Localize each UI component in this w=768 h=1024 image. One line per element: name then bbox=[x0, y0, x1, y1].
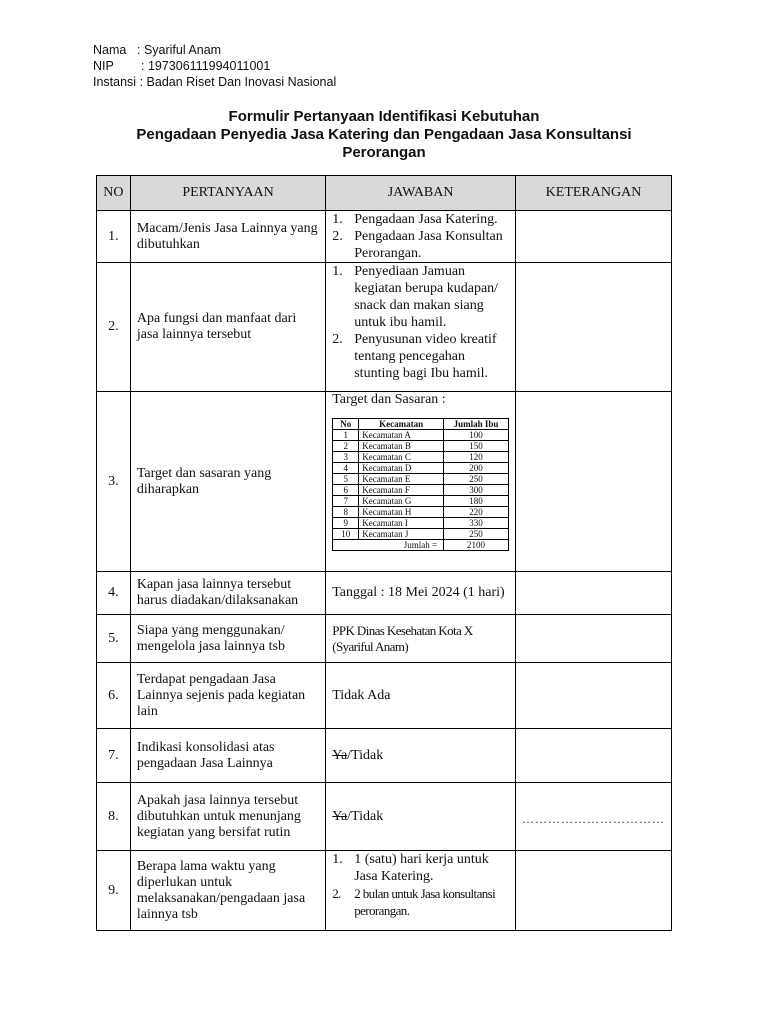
nama-value: : Syariful Anam bbox=[137, 43, 222, 57]
row-number: 1. bbox=[97, 211, 131, 263]
row-answer bbox=[326, 783, 516, 851]
answer-item: Pengadaan Jasa Konsultan Perorangan. bbox=[354, 229, 503, 261]
nama-label: Nama bbox=[93, 43, 127, 57]
target-cell: Kecamatan E bbox=[359, 474, 444, 485]
target-cell: 330 bbox=[444, 518, 509, 529]
target-total-label: Jumlah = bbox=[333, 540, 444, 551]
target-header-kecamatan: Kecamatan bbox=[359, 419, 444, 430]
target-cell: Kecamatan A bbox=[359, 430, 444, 441]
row-note bbox=[515, 615, 671, 663]
target-cell: 220 bbox=[444, 507, 509, 518]
header-no: NO bbox=[97, 176, 131, 211]
answer-item: 1 (satu) hari kerja untuk Jasa Katering. bbox=[354, 852, 489, 884]
answer-rest: /Tidak bbox=[347, 747, 384, 763]
row-answer bbox=[326, 851, 516, 931]
target-cell: Kecamatan I bbox=[359, 518, 444, 529]
row-answer: Tidak Ada bbox=[326, 663, 516, 729]
table-row bbox=[97, 392, 672, 572]
table-row bbox=[97, 783, 672, 851]
instansi-label: Instansi bbox=[93, 75, 137, 89]
header-keterangan: KETERANGAN bbox=[515, 176, 671, 211]
row-question: Terdapat pengadaan Jasa Lainnya sejenis pada kegiatan lain bbox=[130, 663, 325, 729]
target-row bbox=[333, 496, 509, 507]
answer-item: Penyediaan Jamuan kegiatan berupa kudapan/ snack dan makan siang untuk ibu hamil. bbox=[354, 264, 499, 330]
target-row bbox=[333, 463, 509, 474]
target-cell: Kecamatan G bbox=[359, 496, 444, 507]
target-cell: 4 bbox=[333, 463, 359, 474]
row-number: 2. bbox=[97, 263, 131, 392]
row-number: 9. bbox=[97, 851, 131, 931]
questions-table bbox=[96, 175, 672, 931]
row-note bbox=[515, 211, 671, 263]
table-row bbox=[97, 615, 672, 663]
row-question: Kapan jasa lainnya tersebut harus diadakan/dilaksanakan bbox=[130, 572, 325, 615]
row-question: Siapa yang menggunakan/ mengelola jasa lainnya tsb bbox=[130, 615, 325, 663]
target-cell: Kecamatan J bbox=[359, 529, 444, 540]
row-note bbox=[515, 729, 671, 783]
target-cell: 100 bbox=[444, 430, 509, 441]
row-number: 6. bbox=[97, 663, 131, 729]
row-note bbox=[515, 572, 671, 615]
table-row bbox=[97, 572, 672, 615]
target-row bbox=[333, 507, 509, 518]
target-row bbox=[333, 441, 509, 452]
target-cell: 150 bbox=[444, 441, 509, 452]
row-answer: Tanggal : 18 Mei 2024 (1 hari) bbox=[326, 572, 516, 615]
target-row bbox=[333, 485, 509, 496]
target-total-value: 2100 bbox=[444, 540, 509, 551]
target-cell: Kecamatan F bbox=[359, 485, 444, 496]
row-note bbox=[515, 392, 671, 572]
target-row bbox=[333, 430, 509, 441]
answer-struck: Ya bbox=[332, 747, 348, 763]
document-title bbox=[96, 108, 672, 162]
row-note bbox=[515, 663, 671, 729]
target-cell: 1 bbox=[333, 430, 359, 441]
target-cell: 200 bbox=[444, 463, 509, 474]
instansi-value: : Badan Riset Dan Inovasi Nasional bbox=[139, 75, 337, 89]
target-row bbox=[333, 474, 509, 485]
header-pertanyaan: PERTANYAAN bbox=[130, 176, 325, 211]
table-row bbox=[97, 729, 672, 783]
answer-item: 2 bulan untuk Jasa konsultansi perorangan. bbox=[354, 886, 496, 918]
target-cell: Kecamatan D bbox=[359, 463, 444, 474]
target-cell: Kecamatan B bbox=[359, 441, 444, 452]
target-cell: 10 bbox=[333, 529, 359, 540]
target-cell: 6 bbox=[333, 485, 359, 496]
target-cell: 180 bbox=[444, 496, 509, 507]
row-answer: PPK Dinas Kesehatan Kota X (Syariful Anam) bbox=[326, 615, 516, 663]
row-number: 7. bbox=[97, 729, 131, 783]
answer-struck: Ya bbox=[332, 808, 348, 824]
table-row bbox=[97, 263, 672, 392]
target-cell: 2 bbox=[333, 441, 359, 452]
answer-rest: /Tidak bbox=[347, 808, 384, 824]
row-question: Indikasi konsolidasi atas pengadaan Jasa Lainnya bbox=[130, 729, 325, 783]
row-number: 4. bbox=[97, 572, 131, 615]
table-header-row bbox=[97, 176, 672, 211]
nip-label: NIP bbox=[93, 59, 114, 73]
row-number: 5. bbox=[97, 615, 131, 663]
row-question: Macam/Jenis Jasa Lainnya yang dibutuhkan bbox=[130, 211, 325, 263]
target-cell: 3 bbox=[333, 452, 359, 463]
table-row bbox=[97, 211, 672, 263]
target-cell: 7 bbox=[333, 496, 359, 507]
table-row bbox=[97, 663, 672, 729]
target-header-no: No bbox=[333, 419, 359, 430]
target-row bbox=[333, 518, 509, 529]
nip-value: : 197306111994011001 bbox=[141, 59, 271, 73]
header-instansi bbox=[93, 74, 336, 90]
target-header-jumlah: Jumlah Ibu bbox=[444, 419, 509, 430]
target-table bbox=[332, 418, 509, 551]
target-row bbox=[333, 452, 509, 463]
row-question: Target dan sasaran yang diharapkan bbox=[130, 392, 325, 572]
answer-item: Penyusunan video kreatif tentang pencegahan stunting bagi Ibu hamil. bbox=[354, 332, 497, 381]
target-cell: 9 bbox=[333, 518, 359, 529]
title-line-3: Perorangan bbox=[342, 144, 426, 161]
target-cell: 120 bbox=[444, 452, 509, 463]
answer-item: Pengadaan Jasa Katering. bbox=[354, 212, 498, 227]
header-jawaban: JAWABAN bbox=[326, 176, 516, 211]
target-title: Target dan Sasaran : bbox=[332, 392, 446, 407]
header-nip bbox=[93, 58, 270, 74]
row-question: Apa fungsi dan manfaat dari jasa lainnya tersebut bbox=[130, 263, 325, 392]
row-answer bbox=[326, 729, 516, 783]
row-number: 8. bbox=[97, 783, 131, 851]
target-cell: 8 bbox=[333, 507, 359, 518]
target-cell: 250 bbox=[444, 474, 509, 485]
row-answer bbox=[326, 392, 516, 572]
table-row bbox=[97, 851, 672, 931]
header-nama bbox=[93, 42, 221, 58]
row-question: Apakah jasa lainnya tersebut dibutuhkan untuk menunjang kegiatan yang bersifat rutin bbox=[130, 783, 325, 851]
row-number: 3. bbox=[97, 392, 131, 572]
target-total-row bbox=[333, 540, 509, 551]
title-line-1: Formulir Pertanyaan Identifikasi Kebutuhan bbox=[228, 108, 540, 125]
title-line-2: Pengadaan Penyedia Jasa Katering dan Pengadaan Jasa Konsultansi bbox=[136, 126, 632, 143]
target-cell: 250 bbox=[444, 529, 509, 540]
row-note bbox=[515, 851, 671, 931]
row-note: …………………………… bbox=[515, 783, 671, 851]
target-cell: 300 bbox=[444, 485, 509, 496]
row-answer bbox=[326, 211, 516, 263]
target-cell: 5 bbox=[333, 474, 359, 485]
target-cell: Kecamatan C bbox=[359, 452, 444, 463]
target-cell: Kecamatan H bbox=[359, 507, 444, 518]
row-question: Berapa lama waktu yang diperlukan untuk melaksanakan/pengadaan jasa lainnya tsb bbox=[130, 851, 325, 931]
row-answer bbox=[326, 263, 516, 392]
row-note bbox=[515, 263, 671, 392]
target-row bbox=[333, 529, 509, 540]
